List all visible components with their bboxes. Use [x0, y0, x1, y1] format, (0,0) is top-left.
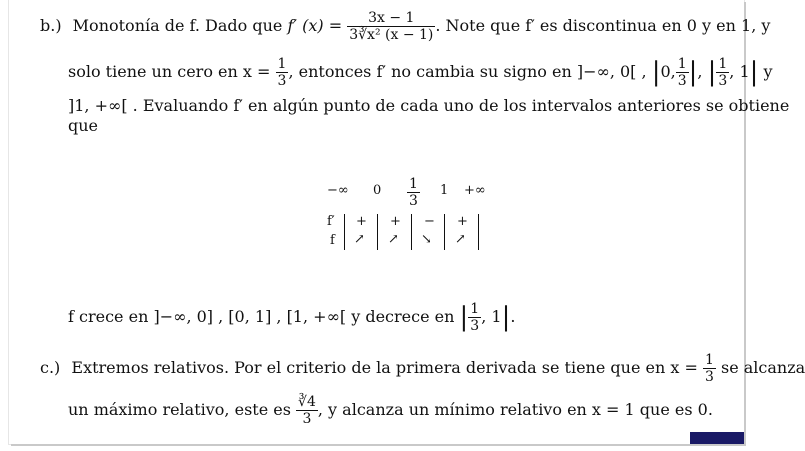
arrow-down-icon: ↘	[421, 232, 432, 247]
c-max-text: un máximo relativo, este es	[68, 400, 291, 419]
sign-text: , entonces f′ no cambia su signo en ]−∞, 0[ ,	[288, 62, 647, 81]
arrow-up-icon: ↗	[388, 232, 399, 247]
point-one-third	[407, 176, 420, 209]
b-line2-end: y	[763, 62, 773, 81]
b-line-2: solo tiene un cero en x = $\frac{1}{3}$ , entonces f′ no cambia su signo en ]−∞, 0[ , |0, $\frac{1}{3}$ |, | $\frac{1}{3}$ , 1| y	[68, 56, 773, 89]
derivative-denominator: 3∛x² (x − 1)	[349, 27, 434, 43]
max-num: ∛4	[298, 394, 316, 410]
growth-line	[68, 301, 515, 334]
c-text2: se alcanza	[721, 358, 805, 377]
interval2-den: 3	[677, 73, 687, 89]
interval-bracket: |	[707, 57, 717, 88]
arrow-up-icon: ↗	[455, 232, 466, 247]
table-divider	[344, 214, 345, 250]
decrease-den: 3	[470, 318, 480, 334]
zero-fraction	[276, 56, 289, 89]
c-label: c.)	[40, 358, 61, 377]
c-line-2	[68, 394, 713, 427]
interval3-fraction	[716, 56, 729, 89]
page-corner-bar	[690, 432, 744, 444]
c-min-text: , y alcanza un mínimo relativo en x = 1 que es 0.	[317, 400, 713, 419]
decrease-tail: , 1	[481, 307, 502, 326]
interval3-den: 3	[718, 73, 728, 89]
c-x-num: 1	[704, 352, 714, 368]
point-one: 1	[440, 183, 449, 198]
b-after-derivative: . Note que f′ es discontinua en 0 y en 1, y	[435, 16, 771, 35]
point-minus-infinity: −∞	[327, 183, 349, 198]
decrease-fraction	[468, 301, 481, 334]
b-label: b.)	[40, 16, 62, 35]
c-x-fraction	[703, 352, 716, 385]
row-label-f: f	[330, 233, 335, 248]
table-divider	[444, 214, 445, 250]
row-label-fprime: f′	[327, 214, 335, 229]
point-plus-infinity: +∞	[464, 183, 486, 198]
sign-2: +	[390, 214, 401, 229]
b-line-4: que	[68, 116, 99, 135]
interval-bracket: |	[651, 57, 661, 88]
b-line-1	[40, 10, 770, 43]
interval-bracket: |	[749, 57, 759, 88]
interval-bracket: |	[459, 302, 469, 333]
c-text: Extremos relativos. Por el criterio de la primera derivada se tiene que en x =	[71, 358, 698, 377]
third-den: 3	[409, 193, 418, 209]
derivative-numerator: 3x − 1	[347, 10, 435, 27]
b-line-3: ]1, +∞[ . Evaluando f′ en algún punto de cada uno de los intervalos anteriores se obtiene	[68, 96, 790, 115]
table-divider	[478, 214, 479, 250]
decrease-num: 1	[470, 301, 480, 317]
interval3-num: 1	[718, 56, 728, 72]
c-line-1	[40, 352, 805, 385]
b-intro: Monotonía de f. Dado que	[72, 16, 288, 35]
fprime-def: f′ (x) =	[287, 16, 343, 35]
derivative-fraction	[347, 10, 435, 43]
zero-den: 3	[277, 73, 287, 89]
interval-bracket: |	[688, 57, 698, 88]
sign-1: +	[356, 214, 367, 229]
zero-text: solo tiene un cero en x =	[68, 62, 271, 81]
interval2-num: 1	[677, 56, 687, 72]
sign-3: −	[424, 214, 435, 229]
interval2-fraction	[676, 56, 689, 89]
third-num: 1	[409, 176, 418, 192]
sign-4: +	[457, 214, 468, 229]
max-fraction	[296, 394, 318, 427]
point-zero: 0	[373, 183, 382, 198]
zero-num: 1	[277, 56, 287, 72]
table-divider	[411, 214, 412, 250]
growth-text: f crece en ]−∞, 0] , [0, 1] , [1, +∞[ y decrece en	[68, 307, 455, 326]
interval2-start: 0,	[660, 62, 676, 81]
arrow-up-icon: ↗	[354, 232, 365, 247]
interval3-end: , 1	[729, 62, 750, 81]
interval-bracket: |	[501, 302, 511, 333]
c-x-den: 3	[704, 369, 714, 385]
max-den: 3	[302, 411, 312, 427]
table-divider	[377, 214, 378, 250]
growth-end: .	[510, 307, 516, 326]
